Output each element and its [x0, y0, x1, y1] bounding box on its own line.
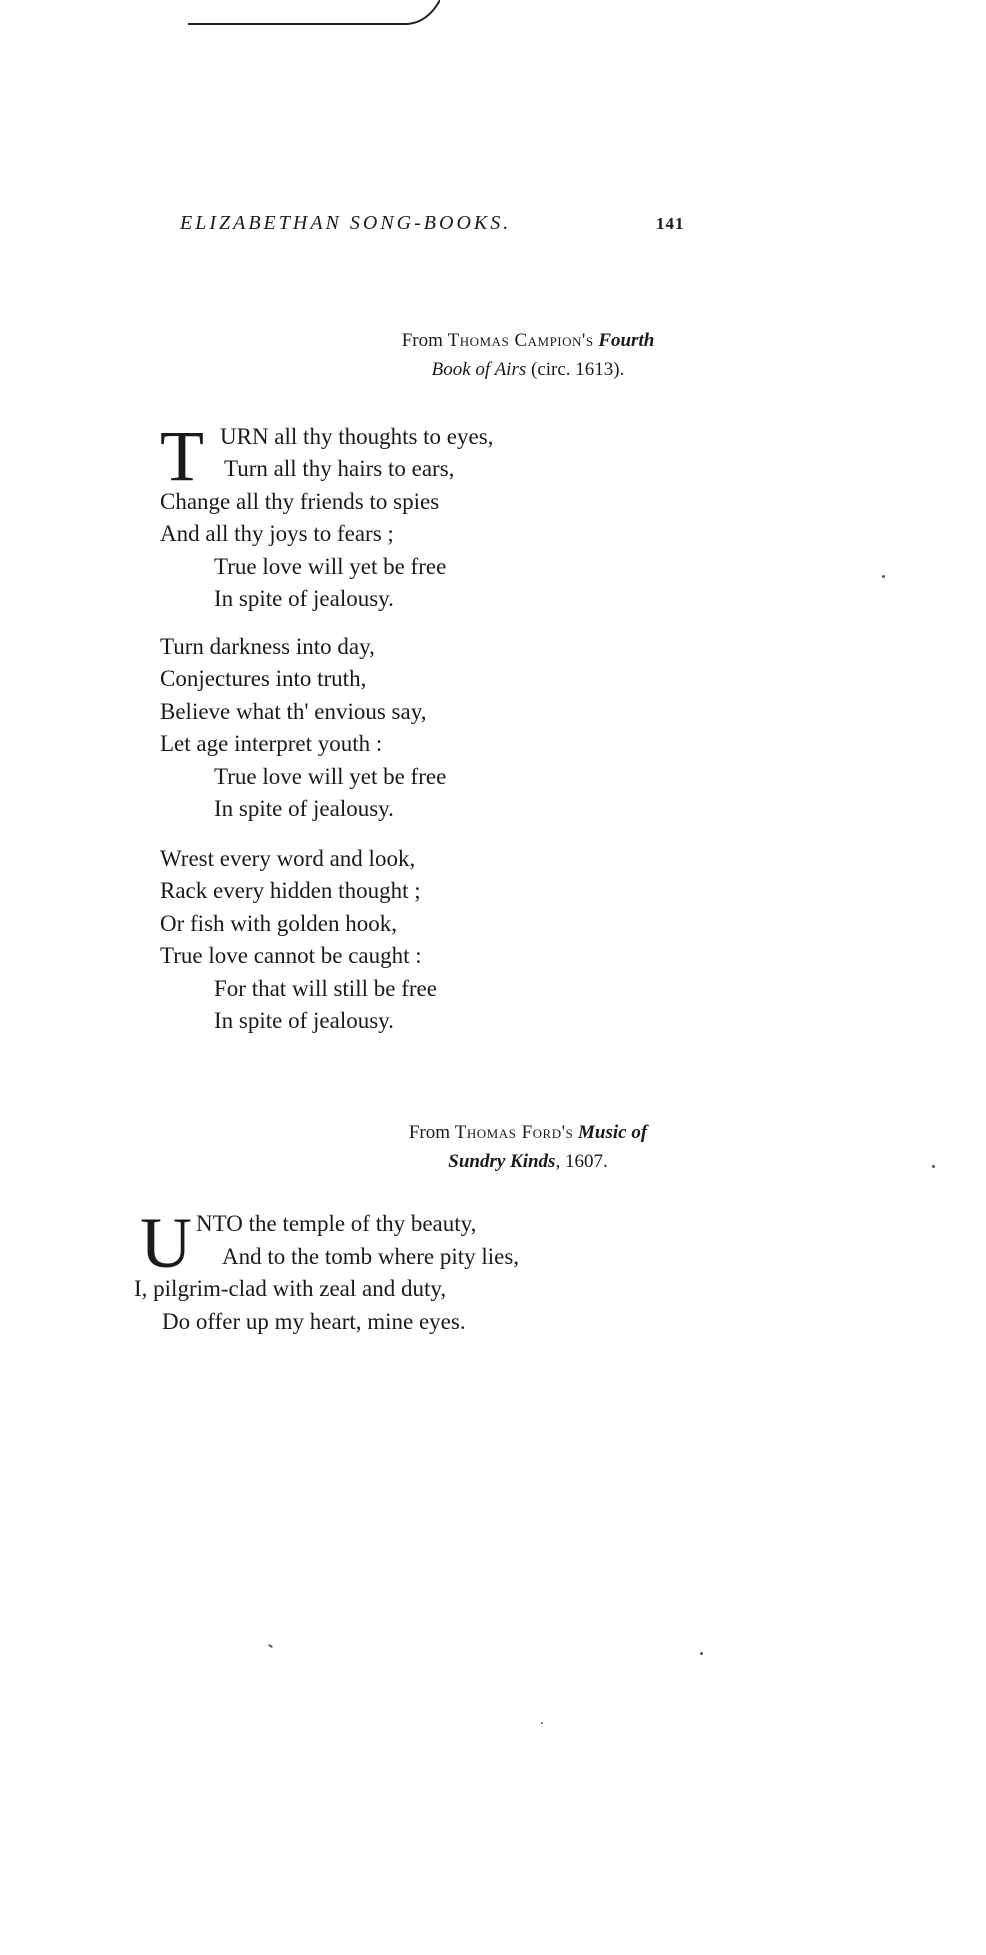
- poem-line: Or fish with golden hook,: [160, 911, 398, 936]
- poem-line: Do offer up my heart, mine eyes.: [162, 1309, 466, 1334]
- poem-line: In spite of jealousy.: [214, 1008, 394, 1033]
- attribution-line-2: [338, 355, 718, 384]
- author-name: Thomas Campion's: [447, 330, 594, 351]
- running-title: ELIZABETHAN SONG-BOOKS.: [180, 212, 512, 234]
- author-name: Thomas Ford's: [454, 1122, 574, 1143]
- work-title: Fourth: [598, 330, 655, 351]
- poem-line: Wrest every word and look,: [160, 846, 416, 871]
- poem-line: In spite of jealousy.: [214, 796, 394, 821]
- poem2-attribution: [338, 1118, 718, 1176]
- work-title-cont: Book of Airs: [431, 359, 527, 380]
- poem-line: Change all thy friends to spies: [160, 489, 440, 514]
- attribution-line-1: From Thomas Campion's Fourth: [401, 330, 655, 351]
- poem-line: And to the tomb where pity lies,: [222, 1244, 520, 1269]
- poem-line: True love cannot be caught :: [160, 943, 422, 968]
- date: , 1607.: [555, 1151, 608, 1172]
- poem-line: Let age interpret youth :: [160, 731, 383, 756]
- poem-line: True love will yet be free: [214, 764, 447, 789]
- work-title-cont: Sundry Kinds: [448, 1151, 556, 1172]
- page-number: 141: [656, 214, 685, 233]
- poem-line: Turn all thy hairs to ears,: [224, 456, 455, 481]
- speck: [932, 1165, 935, 1168]
- poem-line: Turn darkness into day,: [160, 634, 375, 659]
- poem-line: NTO the temple of thy beauty,: [196, 1211, 477, 1236]
- speck: [882, 575, 885, 578]
- poem1-attribution: [338, 326, 718, 384]
- date: (circ. 1613).: [531, 359, 625, 380]
- poem-line: URN all thy thoughts to eyes,: [220, 424, 494, 449]
- dropcap-u: U: [140, 1203, 192, 1283]
- work-title: Music of: [578, 1122, 648, 1143]
- poem-line: Rack every hidden thought ;: [160, 878, 421, 903]
- speck: [700, 1652, 703, 1655]
- top-rule-decoration: [188, 0, 440, 28]
- poem-line: In spite of jealousy.: [214, 586, 394, 611]
- poem-line: Believe what th' envious say,: [160, 699, 427, 724]
- poem-line: True love will yet be free: [214, 554, 447, 579]
- poem-line: Conjectures into truth,: [160, 666, 367, 691]
- attribution-line-2: [338, 1147, 718, 1176]
- poem-line: And all thy joys to fears ;: [160, 521, 394, 546]
- dropcap-t: T: [160, 416, 204, 496]
- speck: [541, 1722, 543, 1724]
- attribution-line-1: From Thomas Ford's Music of: [408, 1122, 648, 1143]
- poem-line: For that will still be free: [214, 976, 437, 1001]
- poem-line: I, pilgrim-clad with zeal and duty,: [134, 1276, 447, 1301]
- speck: [268, 1644, 273, 1649]
